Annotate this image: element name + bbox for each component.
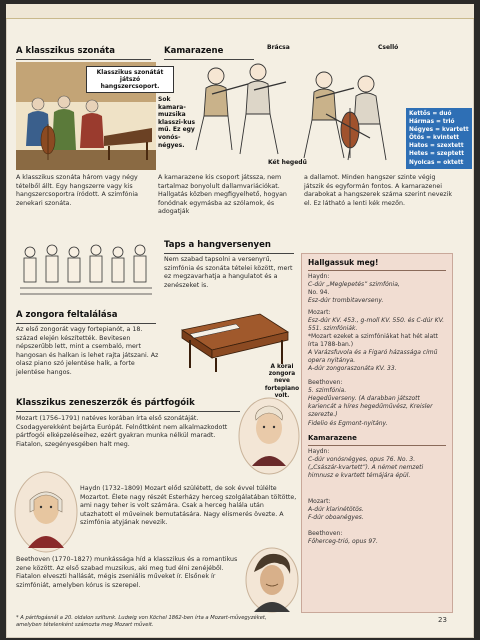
listen-chamber-heading: Kamarazene (308, 434, 357, 442)
sonata-heading: A klasszikus szonáta (16, 46, 115, 56)
concert-body: Nem szabad tapsolni a versenyrű, szimfónia és szonáta tételei között, mert ez megzavarhatja a hangulatot és a zenészeket is. (164, 256, 293, 289)
listen-chamber-mozart-work-1: A-dúr klarinétötös. (308, 506, 364, 513)
listen-haydn-name: Haydn: (308, 273, 330, 280)
mozart-bio: Mozart (1756–1791) natéves korában írta első szonátáját. Csodagyerekként bejárta Európát. Felnőttként nem alkalmazkodott pártfogói elképzeléseihez, ezért gyakran munka nélkül maradt. Fiatalon, szegényesgében halt meg. (16, 415, 228, 448)
listen-mozart-name: Mozart: (308, 309, 331, 316)
listen-mozart-work-1: Esz-dúr KV. 453., g-moll KV. 550. és C-dúr KV. 551. szimfóniák. (308, 317, 445, 333)
listen-mozart-note: *Mozart ezeket a szimfóniákat hat hét alatt írta 1788-ban.) (308, 333, 438, 349)
ensemble-octet: Nyolcas = oktett (409, 159, 464, 166)
listen-chamber-haydn-work: C-dúr vonósnégyes, opus 76. No. 3. („Császár-kvartett”). A német nemzeti himnusz e kvartett témájára épül. (308, 456, 424, 480)
ensemble-names-box (406, 108, 472, 169)
page-top-band (6, 4, 474, 19)
footnote: * A pártfogásnál a 20. oldalon sziltunk. Ludwig von Köchel 1862-ben írta a Mozart-művegyzéket, amelyben tételenként számozta meg Mozart műveit. (16, 615, 267, 628)
listen-heading: Hallgassuk meg! (308, 258, 379, 267)
sonata-photo-caption: Klasszikus szonátát játszó hangszercsoport. (86, 66, 174, 93)
string-quartet-note: Sok kamara-muzsika klasszi-kus mű. Ez egy vonós-négyes. (158, 96, 196, 149)
concert-heading-rule (164, 253, 294, 254)
ensemble-quintet: Ötös = kvintett (409, 135, 460, 142)
page-number: 23 (438, 616, 447, 624)
listen-chamber-mozart-work-2: F-dúr oboanégyes. (308, 514, 364, 521)
haydn-portrait (14, 470, 78, 554)
listen-chamber-beethoven-work: Főherceg-trió, opus 97. (308, 538, 378, 545)
listen-chamber-rule (308, 445, 446, 446)
fortepiano-caption: A korai zongora neve fortepiano volt. (264, 364, 300, 399)
listen-beethoven-work-1: 5. szimfónia. (308, 387, 347, 394)
beethoven-portrait (242, 546, 302, 616)
piano-heading-rule (16, 323, 156, 324)
ensemble-sextet: Hatos = szextett (409, 143, 464, 150)
sonata-heading-rule (16, 59, 151, 60)
listen-haydn-work-2: No. 94. (308, 289, 330, 296)
ensemble-trio: Hármas = trió (409, 119, 455, 126)
chamber-body-left: A kamarazene kis csoport játssza, nem tartalmaz bonyolult dallamvariációkat. Hallgatás közben megfigyelhető, hogyan fonódnak egymásba az szólamok, és adogatják (158, 174, 287, 216)
audience-illustration (16, 242, 156, 298)
listen-chamber-haydn-name: Haydn: (308, 448, 330, 455)
listen-haydn-work-1: C-dúr „Meglepetés” szimfónia, (308, 281, 400, 288)
sonata-body: A klasszikus szonáta három vagy négy tételből állt. Egy hangszerre vagy kis hangszercsoportra íródott. A szimfónia zenekari szonáta. (16, 174, 138, 207)
composers-heading: Klasszikus zeneszerzők és pártfogóik (16, 398, 195, 408)
listen-beethoven-work-3: Fidelio és Egmont-nyitány. (308, 420, 388, 427)
mozart-portrait (238, 396, 300, 476)
ensemble-septet: Hetes = szeptett (409, 151, 464, 158)
beethoven-bio: Beethoven (1770–1827) munkássága híd a klasszikus és a romantikus zene között. Az első szabad muzsikus, aki meg tud élni zenéjéből. Fiatalon elveszti hallását, mégis zseniális műveket ír. Elsőnek ír szimfóniát, amelyben kórus is szerepel. (16, 556, 238, 589)
listen-mozart-work-2: A Varázsfuvola és a Figaró házassága című opera nyitánya. (308, 349, 438, 365)
listen-chamber-mozart-name: Mozart: (308, 498, 331, 505)
listen-haydn-work-3: Esz-dúr trombitaverseny. (308, 297, 384, 304)
ensemble-duo: Kettős = duó (409, 111, 452, 117)
two-violins-label: Két hegedű (268, 159, 307, 166)
listen-sidebar (301, 253, 453, 613)
chamber-heading: Kamarazene (164, 46, 224, 56)
listen-heading-rule (308, 270, 446, 271)
composers-heading-rule (16, 411, 240, 412)
listen-beethoven-name: Beethoven: (308, 379, 343, 386)
listen-beethoven-work-2: Hegedűverseny. (A darabban játszott kariencát a híres hegedűművész, Kreisler szerezte.) (308, 395, 433, 419)
haydn-bio: Haydn (1732–1809) Mozart előd szülétett, de sok évvel túlélte Mozartot. Élete nagy részét Esterházy herceg szolgálatában töltötte, ami nagy teher is volt számára. Csak a herceg halála után utazhatott el műveinek bemutatására. Nagy elismerés övezte. A szimfónia atyjának nevezik. (80, 485, 297, 527)
concert-heading: Taps a hangversenyen (164, 240, 271, 250)
chamber-body-right: a dallamot. Minden hangszer szinte végig játszik és egyformán fontos. A kamarazenei darabokat a hangszerek száma szerint nevezik el. Ez látható a lenti kék mezőn. (304, 174, 453, 207)
listen-chamber-beethoven-name: Beethoven: (308, 530, 343, 537)
cello-label: Cselló (378, 44, 399, 51)
book-page (6, 4, 474, 638)
ensemble-quartet: Négyes = kvartett (409, 127, 469, 134)
piano-body: Az első zongorát vagy fortepianót, a 18. század elején készítették. Bevitesen népszerűbb lett, mint a csembaló, mert hangosan és halkan is lehet rajta játszani. Az olasz piano szó jelentése halk, a forte jelentése hangos. (16, 326, 159, 376)
listen-mozart-work-3: A-dúr zongoraszonáta KV. 33. (308, 365, 397, 372)
viola-label: Brácsa (267, 44, 290, 51)
piano-heading: A zongora feltalálása (16, 310, 118, 320)
